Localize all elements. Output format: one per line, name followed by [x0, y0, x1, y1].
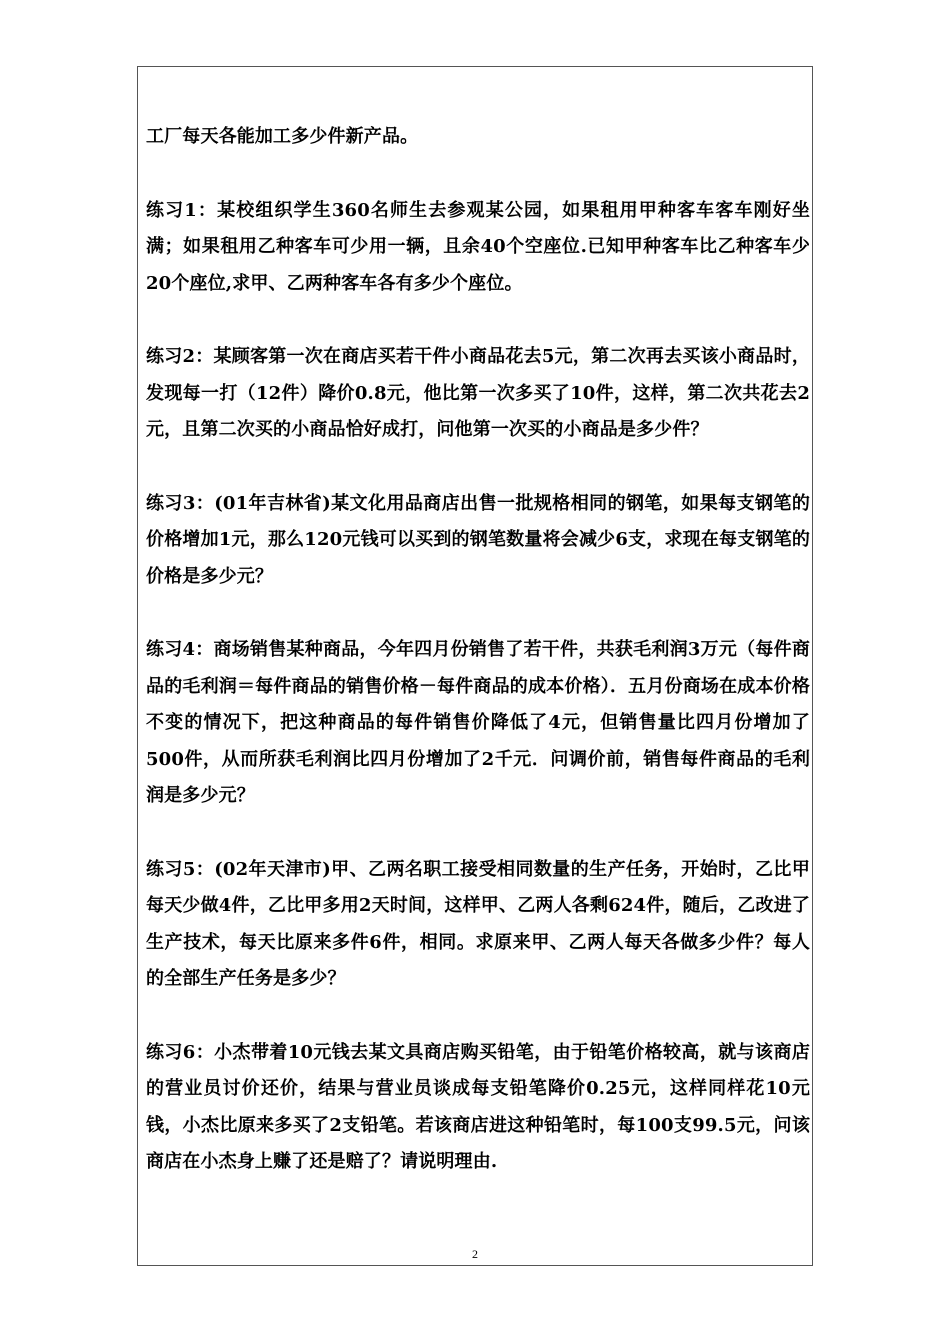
exercise-2: 练习2：某顾客第一次在商店买若干件小商品花去5元，第二次再去买该小商品时，发现每一打（12件）降价0.8元，他比第一次多买了10件，这样，第二次共花去2元，且第二次买的小商品恰好成打，问他第一次买的小商品是多少件？	[146, 346, 810, 440]
exercise-4: 练习4：商场销售某种商品，今年四月份销售了若干件，共获毛利润3万元（每件商品的毛利润＝每件商品的销售价格－每件商品的成本价格）．五月份商场在成本价格不变的情况下，把这种商品的每件销售价降低了4元，但销售量比四月份增加了500件，从而所获毛利润比四月份增加了2千元．问调价前，销售每件商品的毛利润是多少元？	[146, 639, 810, 806]
document-body	[146, 119, 810, 1218]
page-number: 2	[472, 1247, 478, 1261]
page-frame	[137, 66, 813, 1266]
exercise-3: 练习3：(01年吉林省)某文化用品商店出售一批规格相同的钢笔，如果每支钢笔的价格增加1元，那么120元钱可以买到的钢笔数量将会减少6支，求现在每支钢笔的价格是多少元？	[146, 492, 810, 587]
paragraph-continuation: 工厂每天各能加工多少件新产品。	[146, 126, 419, 147]
exercise-6: 练习6：小杰带着10元钱去某文具商店购买铅笔，由于铅笔价格较高，就与该商店的营业员讨价还价，结果与营业员谈成每支铅笔降价0.25元，这样同样花10元钱，小杰比原来多买了2支铅笔。若该商店进这种铅笔时，每100支99.5元，问该商店在小杰身上赚了还是赔了？请说明理由.	[146, 1041, 810, 1172]
exercise-5: 练习5：(02年天津市)甲、乙两名职工接受相同数量的生产任务，开始时，乙比甲每天少做4件，乙比甲多用2天时间，这样甲、乙两人各剩624件，随后，乙改进了生产技术，每天比原来多件6件，相同。求原来甲、乙两人每天各做多少件？每人的全部生产任务是多少？	[146, 858, 810, 989]
exercise-1: 练习1：某校组织学生360名师生去参观某公园，如果租用甲种客车客车刚好坐满；如果租用乙种客车可少用一辆，且余40个空座位.已知甲种客车比乙种客车少20个座位,求甲、乙两种客车各有多少个座位。	[146, 199, 810, 294]
